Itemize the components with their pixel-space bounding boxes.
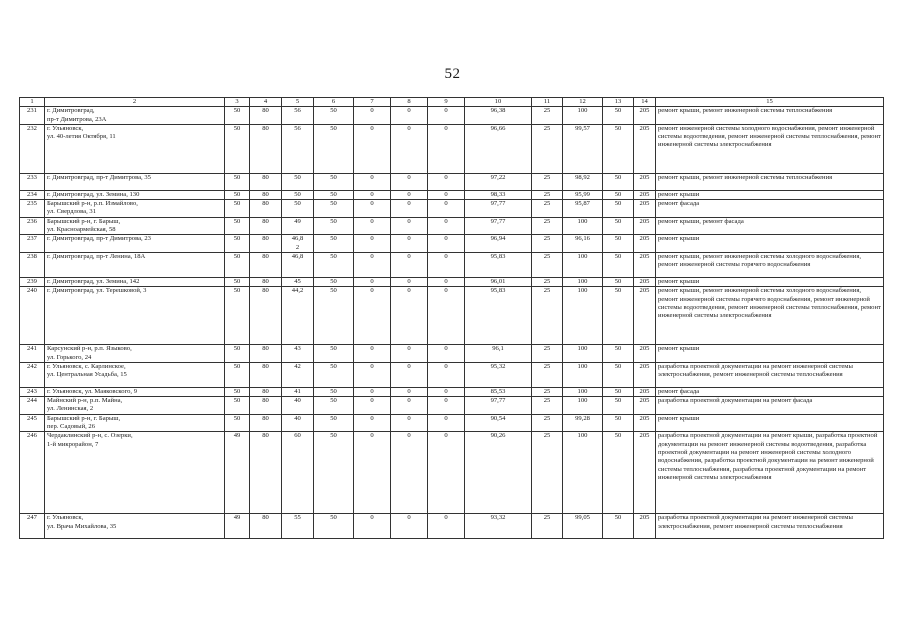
value-cell: 25 <box>532 190 563 199</box>
value-cell: 243 <box>20 387 45 396</box>
table-row <box>20 397 884 415</box>
value-cell: 50 <box>603 287 634 345</box>
value-cell: 0 <box>391 200 428 218</box>
value-cell: 0 <box>391 432 428 514</box>
value-cell: 80 <box>250 345 282 363</box>
value-cell: 242 <box>20 362 45 387</box>
value-cell: 50 <box>314 124 354 173</box>
column-header: 2 <box>45 98 225 107</box>
table-row <box>20 362 884 387</box>
value-cell: 205 <box>634 432 656 514</box>
value-cell: 98,92 <box>563 173 603 190</box>
value-cell: 205 <box>634 414 656 432</box>
value-cell: 0 <box>428 235 465 253</box>
value-cell: 97,77 <box>465 397 532 415</box>
value-cell: 205 <box>634 277 656 286</box>
works-cell: разработка проектной документации на ремонт инженерной системы электроснабжения, ремонт инженерной системы теплоснабжения <box>656 514 884 539</box>
value-cell: 0 <box>391 124 428 173</box>
value-cell: 0 <box>391 107 428 125</box>
value-cell: 50 <box>603 252 634 277</box>
address-cell: г. Димитровград, ул. Терешковой, 3 <box>45 287 225 345</box>
value-cell: 25 <box>532 200 563 218</box>
value-cell: 50 <box>603 362 634 387</box>
value-cell: 96,66 <box>465 124 532 173</box>
table-row <box>20 432 884 514</box>
value-cell: 50 <box>225 277 250 286</box>
address-cell: г. Димитровград, пр-т Димитрова, 23 <box>45 235 225 253</box>
value-cell: 99,28 <box>563 414 603 432</box>
value-cell: 40 <box>282 414 314 432</box>
value-cell: 50 <box>603 235 634 253</box>
value-cell: 93,32 <box>465 514 532 539</box>
value-cell: 0 <box>391 362 428 387</box>
value-cell: 85,53 <box>465 387 532 396</box>
value-cell: 95,32 <box>465 362 532 387</box>
value-cell: 50 <box>282 173 314 190</box>
value-cell: 50 <box>603 345 634 363</box>
works-cell: ремонт крыши, ремонт инженерной системы холодного водоснабжения, ремонт инженерной системы горячего водоснабжения, ремонт инженерной системы водоотведения, ремонт инженерной системы теплоснабжения, ремонт инженерной системы электроснабжения <box>656 287 884 345</box>
value-cell: 40 <box>282 397 314 415</box>
value-cell: 80 <box>250 124 282 173</box>
value-cell: 100 <box>563 107 603 125</box>
value-cell: 96,1 <box>465 345 532 363</box>
value-cell: 50 <box>603 414 634 432</box>
value-cell: 205 <box>634 362 656 387</box>
value-cell: 235 <box>20 200 45 218</box>
value-cell: 25 <box>532 173 563 190</box>
value-cell: 0 <box>354 217 391 235</box>
address-cell: г. Димитровград, ул. Земина, 142 <box>45 277 225 286</box>
value-cell: 97,77 <box>465 200 532 218</box>
value-cell: 43 <box>282 345 314 363</box>
value-cell: 0 <box>354 287 391 345</box>
value-cell: 25 <box>532 397 563 415</box>
works-cell: ремонт крыши <box>656 414 884 432</box>
value-cell: 50 <box>603 387 634 396</box>
value-cell: 50 <box>603 107 634 125</box>
value-cell: 0 <box>391 252 428 277</box>
value-cell: 100 <box>563 252 603 277</box>
address-cell: г. Ульяновск, ул. 40-летия Октября, 11 <box>45 124 225 173</box>
value-cell: 0 <box>391 387 428 396</box>
value-cell: 100 <box>563 217 603 235</box>
value-cell: 25 <box>532 252 563 277</box>
value-cell: 0 <box>391 514 428 539</box>
table-row <box>20 277 884 286</box>
value-cell: 0 <box>391 277 428 286</box>
table-body <box>20 98 884 539</box>
value-cell: 0 <box>391 235 428 253</box>
table-row <box>20 124 884 173</box>
value-cell: 205 <box>634 200 656 218</box>
value-cell: 0 <box>428 173 465 190</box>
value-cell: 205 <box>634 217 656 235</box>
value-cell: 0 <box>428 414 465 432</box>
table-row <box>20 345 884 363</box>
column-header: 7 <box>354 98 391 107</box>
value-cell: 25 <box>532 414 563 432</box>
value-cell: 50 <box>314 514 354 539</box>
value-cell: 50 <box>314 362 354 387</box>
value-cell: 25 <box>532 387 563 396</box>
value-cell: 96,94 <box>465 235 532 253</box>
value-cell: 100 <box>563 397 603 415</box>
value-cell: 205 <box>634 190 656 199</box>
value-cell: 50 <box>603 124 634 173</box>
value-cell: 205 <box>634 397 656 415</box>
value-cell: 237 <box>20 235 45 253</box>
value-cell: 96,01 <box>465 277 532 286</box>
address-cell: Карсунский р-н, р.п. Языково, ул. Горького, 24 <box>45 345 225 363</box>
value-cell: 0 <box>428 252 465 277</box>
address-cell: г. Ульяновск, ул. Врача Михайлова, 35 <box>45 514 225 539</box>
value-cell: 50 <box>603 173 634 190</box>
value-cell: 55 <box>282 514 314 539</box>
value-cell: 0 <box>354 277 391 286</box>
value-cell: 50 <box>225 287 250 345</box>
value-cell: 50 <box>314 252 354 277</box>
value-cell: 247 <box>20 514 45 539</box>
value-cell: 0 <box>391 414 428 432</box>
column-header: 12 <box>563 98 603 107</box>
value-cell: 0 <box>354 107 391 125</box>
value-cell: 0 <box>354 235 391 253</box>
value-cell: 205 <box>634 287 656 345</box>
value-cell: 205 <box>634 252 656 277</box>
value-cell: 49 <box>282 217 314 235</box>
value-cell: 60 <box>282 432 314 514</box>
column-header: 5 <box>282 98 314 107</box>
value-cell: 100 <box>563 362 603 387</box>
value-cell: 0 <box>354 173 391 190</box>
value-cell: 100 <box>563 432 603 514</box>
value-cell: 44,2 <box>282 287 314 345</box>
address-cell: Майнский р-н, р.п. Майна, ул. Ленинская, 2 <box>45 397 225 415</box>
value-cell: 50 <box>314 235 354 253</box>
value-cell: 50 <box>314 217 354 235</box>
value-cell: 0 <box>391 397 428 415</box>
column-header: 11 <box>532 98 563 107</box>
value-cell: 46,8 2 <box>282 235 314 253</box>
column-header: 4 <box>250 98 282 107</box>
value-cell: 0 <box>354 514 391 539</box>
works-cell: ремонт инженерной системы холодного водоснабжения, ремонт инженерной системы водоотведения, ремонт инженерной системы теплоснабжения, ремонт инженерной системы электроснабжения <box>656 124 884 173</box>
value-cell: 25 <box>532 362 563 387</box>
value-cell: 0 <box>354 432 391 514</box>
value-cell: 240 <box>20 287 45 345</box>
value-cell: 0 <box>428 387 465 396</box>
value-cell: 50 <box>314 345 354 363</box>
value-cell: 80 <box>250 514 282 539</box>
address-cell: г. Димитровград, пр-т Димитрова, 23А <box>45 107 225 125</box>
value-cell: 0 <box>428 287 465 345</box>
column-header: 13 <box>603 98 634 107</box>
value-cell: 50 <box>225 124 250 173</box>
value-cell: 100 <box>563 277 603 286</box>
value-cell: 245 <box>20 414 45 432</box>
value-cell: 50 <box>603 514 634 539</box>
value-cell: 239 <box>20 277 45 286</box>
value-cell: 50 <box>603 277 634 286</box>
value-cell: 80 <box>250 277 282 286</box>
value-cell: 50 <box>603 190 634 199</box>
works-cell: разработка проектной документации на ремонт инженерной системы электроснабжения, ремонт инженерной системы теплоснабжения <box>656 362 884 387</box>
value-cell: 238 <box>20 252 45 277</box>
value-cell: 97,77 <box>465 217 532 235</box>
column-header: 3 <box>225 98 250 107</box>
value-cell: 0 <box>428 345 465 363</box>
value-cell: 0 <box>391 173 428 190</box>
value-cell: 80 <box>250 414 282 432</box>
value-cell: 0 <box>428 217 465 235</box>
value-cell: 50 <box>225 235 250 253</box>
value-cell: 0 <box>428 362 465 387</box>
value-cell: 0 <box>428 200 465 218</box>
value-cell: 50 <box>225 173 250 190</box>
value-cell: 25 <box>532 107 563 125</box>
value-cell: 90,54 <box>465 414 532 432</box>
value-cell: 100 <box>563 345 603 363</box>
value-cell: 100 <box>563 387 603 396</box>
works-cell: разработка проектной документации на ремонт крыши, разработка проектной документации на ремонт инженерной системы водоотведения, разработка проектной документации на ремонт инженерной системы холодного водоснабжения, разработка проектной документации на ремонт инженерной системы теплоснабжения, разработка проектной документации на ремонт инженерной системы электроснабжения <box>656 432 884 514</box>
value-cell: 99,57 <box>563 124 603 173</box>
table-row <box>20 387 884 396</box>
value-cell: 50 <box>603 200 634 218</box>
value-cell: 50 <box>225 200 250 218</box>
value-cell: 50 <box>314 414 354 432</box>
address-cell: г. Ульяновск, ул. Маяковского, 9 <box>45 387 225 396</box>
works-cell: ремонт крыши <box>656 345 884 363</box>
value-cell: 205 <box>634 387 656 396</box>
value-cell: 0 <box>354 362 391 387</box>
value-cell: 0 <box>354 200 391 218</box>
value-cell: 42 <box>282 362 314 387</box>
value-cell: 232 <box>20 124 45 173</box>
value-cell: 80 <box>250 190 282 199</box>
address-cell: г. Ульяновск, с. Карлинское, ул. Центральная Усадьба, 15 <box>45 362 225 387</box>
value-cell: 50 <box>603 397 634 415</box>
value-cell: 50 <box>225 397 250 415</box>
value-cell: 50 <box>282 200 314 218</box>
value-cell: 0 <box>391 190 428 199</box>
value-cell: 50 <box>225 190 250 199</box>
value-cell: 80 <box>250 217 282 235</box>
value-cell: 50 <box>225 362 250 387</box>
value-cell: 98,33 <box>465 190 532 199</box>
value-cell: 80 <box>250 362 282 387</box>
works-cell: ремонт крыши, ремонт фасада <box>656 217 884 235</box>
value-cell: 95,87 <box>563 200 603 218</box>
value-cell: 0 <box>428 107 465 125</box>
value-cell: 80 <box>250 287 282 345</box>
value-cell: 49 <box>225 432 250 514</box>
value-cell: 41 <box>282 387 314 396</box>
column-header: 14 <box>634 98 656 107</box>
value-cell: 45 <box>282 277 314 286</box>
value-cell: 25 <box>532 432 563 514</box>
value-cell: 25 <box>532 277 563 286</box>
value-cell: 25 <box>532 217 563 235</box>
address-cell: Барышский р-н, р.п. Измайлово, ул. Свердлова, 31 <box>45 200 225 218</box>
value-cell: 50 <box>225 217 250 235</box>
value-cell: 56 <box>282 107 314 125</box>
value-cell: 80 <box>250 432 282 514</box>
value-cell: 246 <box>20 432 45 514</box>
value-cell: 244 <box>20 397 45 415</box>
value-cell: 205 <box>634 235 656 253</box>
value-cell: 50 <box>314 387 354 396</box>
value-cell: 50 <box>314 432 354 514</box>
value-cell: 233 <box>20 173 45 190</box>
table-row <box>20 217 884 235</box>
value-cell: 236 <box>20 217 45 235</box>
value-cell: 80 <box>250 387 282 396</box>
value-cell: 80 <box>250 173 282 190</box>
value-cell: 50 <box>314 287 354 345</box>
value-cell: 50 <box>314 173 354 190</box>
works-cell: ремонт крыши, ремонт инженерной системы холодного водоснабжения, ремонт инженерной системы горячего водоснабжения <box>656 252 884 277</box>
value-cell: 95,83 <box>465 252 532 277</box>
table-row <box>20 200 884 218</box>
value-cell: 0 <box>428 190 465 199</box>
value-cell: 205 <box>634 345 656 363</box>
value-cell: 25 <box>532 514 563 539</box>
value-cell: 25 <box>532 124 563 173</box>
value-cell: 80 <box>250 107 282 125</box>
works-cell: ремонт крыши <box>656 277 884 286</box>
value-cell: 50 <box>314 277 354 286</box>
value-cell: 50 <box>225 345 250 363</box>
column-header: 10 <box>465 98 532 107</box>
table-row <box>20 287 884 345</box>
value-cell: 205 <box>634 173 656 190</box>
value-cell: 0 <box>354 345 391 363</box>
value-cell: 80 <box>250 252 282 277</box>
column-header: 9 <box>428 98 465 107</box>
value-cell: 0 <box>354 190 391 199</box>
table-row <box>20 414 884 432</box>
address-cell: Чердаклинский р-н, с. Озерки, 1-й микрорайон, 7 <box>45 432 225 514</box>
address-cell: Барышский р-н, г. Барыш, ул. Красноармейская, 58 <box>45 217 225 235</box>
value-cell: 0 <box>391 287 428 345</box>
value-cell: 50 <box>603 432 634 514</box>
value-cell: 0 <box>391 217 428 235</box>
value-cell: 0 <box>354 414 391 432</box>
value-cell: 231 <box>20 107 45 125</box>
value-cell: 50 <box>225 252 250 277</box>
value-cell: 50 <box>314 200 354 218</box>
address-cell: г. Димитровград, ул. Земина, 130 <box>45 190 225 199</box>
value-cell: 50 <box>282 190 314 199</box>
table-row <box>20 252 884 277</box>
value-cell: 80 <box>250 397 282 415</box>
value-cell: 56 <box>282 124 314 173</box>
value-cell: 0 <box>354 252 391 277</box>
value-cell: 50 <box>225 387 250 396</box>
value-cell: 205 <box>634 514 656 539</box>
value-cell: 90,26 <box>465 432 532 514</box>
value-cell: 205 <box>634 124 656 173</box>
column-header: 8 <box>391 98 428 107</box>
table-row <box>20 235 884 253</box>
value-cell: 0 <box>354 397 391 415</box>
value-cell: 50 <box>314 397 354 415</box>
value-cell: 80 <box>250 235 282 253</box>
value-cell: 25 <box>532 287 563 345</box>
value-cell: 0 <box>428 514 465 539</box>
value-cell: 205 <box>634 107 656 125</box>
value-cell: 0 <box>428 277 465 286</box>
column-header: 15 <box>656 98 884 107</box>
table-row <box>20 514 884 539</box>
value-cell: 0 <box>354 124 391 173</box>
works-cell: ремонт крыши, ремонт инженерной системы теплоснабжения <box>656 173 884 190</box>
value-cell: 99,05 <box>563 514 603 539</box>
value-cell: 100 <box>563 287 603 345</box>
value-cell: 50 <box>603 217 634 235</box>
value-cell: 96,16 <box>563 235 603 253</box>
value-cell: 0 <box>428 397 465 415</box>
value-cell: 50 <box>314 107 354 125</box>
address-cell: г. Димитровград, пр-т Ленина, 18А <box>45 252 225 277</box>
value-cell: 0 <box>354 387 391 396</box>
table-row <box>20 107 884 125</box>
works-cell: ремонт крыши <box>656 190 884 199</box>
table-row <box>20 190 884 199</box>
table-row <box>20 173 884 190</box>
value-cell: 241 <box>20 345 45 363</box>
value-cell: 97,22 <box>465 173 532 190</box>
address-cell: г. Димитровград, пр-т Димитрова, 35 <box>45 173 225 190</box>
value-cell: 80 <box>250 200 282 218</box>
data-table <box>19 97 884 539</box>
works-cell: разработка проектной документации на ремонт фасада <box>656 397 884 415</box>
works-cell: ремонт фасада <box>656 387 884 396</box>
value-cell: 50 <box>314 190 354 199</box>
value-cell: 96,38 <box>465 107 532 125</box>
value-cell: 0 <box>428 432 465 514</box>
page-number: 52 <box>444 66 461 82</box>
works-cell: ремонт крыши <box>656 235 884 253</box>
value-cell: 0 <box>391 345 428 363</box>
value-cell: 50 <box>225 414 250 432</box>
column-header: 1 <box>20 98 45 107</box>
value-cell: 95,99 <box>563 190 603 199</box>
value-cell: 49 <box>225 514 250 539</box>
header-row <box>20 98 884 107</box>
column-header: 6 <box>314 98 354 107</box>
value-cell: 50 <box>225 107 250 125</box>
works-cell: ремонт крыши, ремонт инженерной системы теплоснабжения <box>656 107 884 125</box>
value-cell: 46,8 <box>282 252 314 277</box>
address-cell: Барышский р-н, г. Барыш, пер. Садовый, 26 <box>45 414 225 432</box>
value-cell: 0 <box>428 124 465 173</box>
value-cell: 25 <box>532 345 563 363</box>
works-cell: ремонт фасада <box>656 200 884 218</box>
value-cell: 234 <box>20 190 45 199</box>
value-cell: 25 <box>532 235 563 253</box>
value-cell: 95,83 <box>465 287 532 345</box>
